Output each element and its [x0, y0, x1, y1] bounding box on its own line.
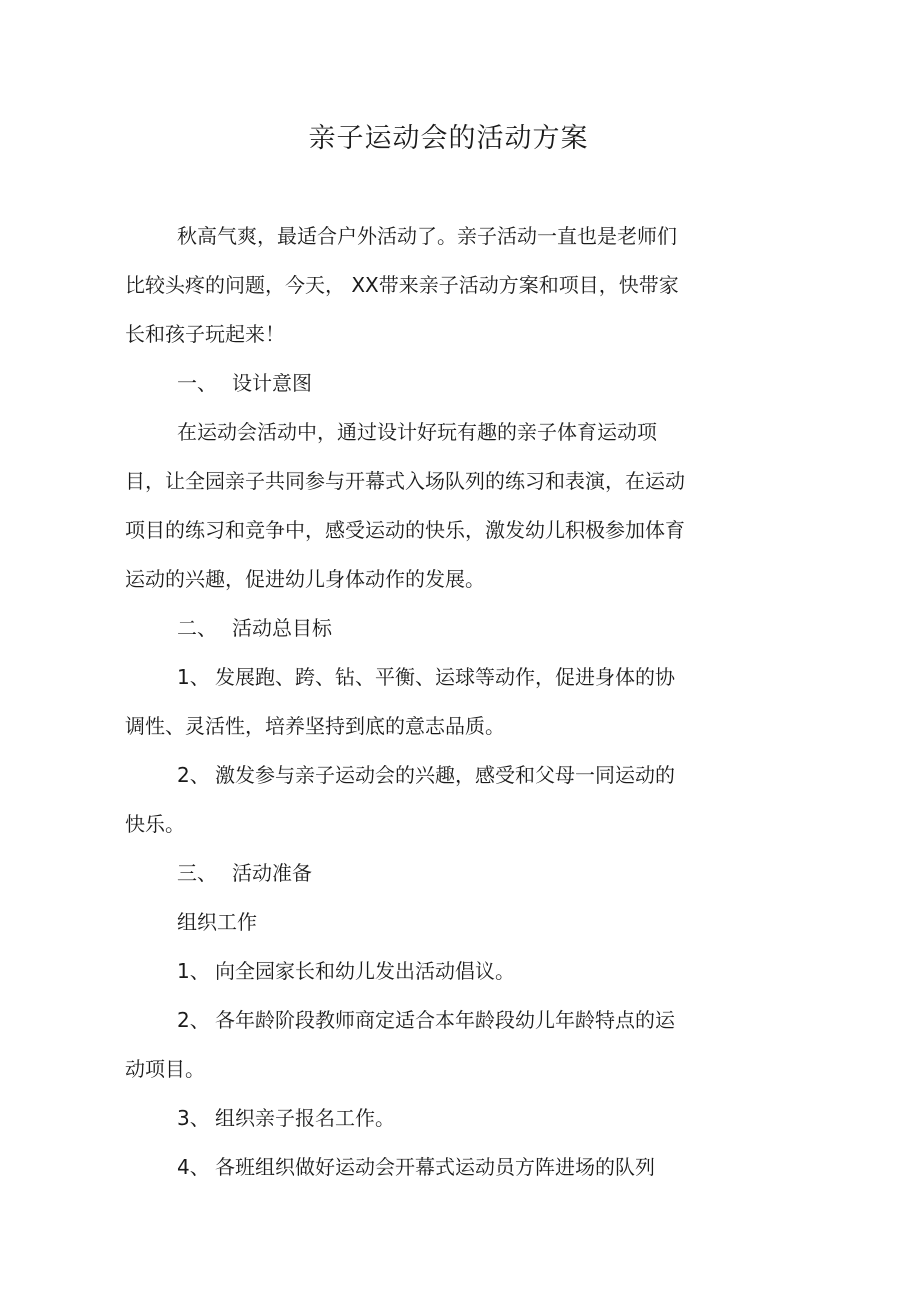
list-item: [125, 653, 690, 751]
section-marker: 一、: [177, 371, 217, 395]
section-title: 活动准备: [232, 861, 312, 885]
list-item: [125, 947, 690, 996]
list-item: [125, 1143, 690, 1192]
section-heading-1: [125, 359, 690, 408]
section-heading-2: [125, 604, 690, 653]
intro-paragraph: 秋高气爽，最适合户外活动了。亲子活动一直也是老师们比较头疼的问题，今天， XX带来亲子活动方案和项目，快带家长和孩子玩起来！: [125, 224, 679, 346]
item-text: 向全园家长和幼儿发出活动倡议。: [215, 959, 515, 983]
item-text: 激发参与亲子运动会的兴趣，感受和父母一同运动的快乐。: [125, 763, 675, 836]
list-item: [125, 751, 690, 849]
subheading: 组织工作: [177, 910, 257, 934]
document-body: [125, 212, 690, 1192]
item-text: 各年龄阶段教师商定适合本年龄段幼儿年龄特点的运动项目。: [125, 1008, 675, 1081]
section-marker: 二、: [177, 616, 217, 640]
item-text: 组织亲子报名工作。: [215, 1106, 395, 1130]
section-heading-3: [125, 849, 690, 898]
item-number: 4、: [177, 1155, 210, 1179]
list-item: [125, 996, 690, 1094]
item-number: 2、: [177, 763, 210, 787]
item-number: 3、: [177, 1106, 210, 1130]
document-title: 亲子运动会的活动方案: [308, 123, 589, 154]
section-marker: 三、: [177, 861, 217, 885]
section-paragraph: 在运动会活动中，通过设计好玩有趣的亲子体育运动项目，让全园亲子共同参与开幕式入场队列的练习和表演，在运动项目的练习和竞争中，感受运动的快乐，激发幼儿积极参加体育运动的兴趣，促进幼儿身体动作的发展。: [125, 420, 685, 591]
item-text: 各班组织做好运动会开幕式运动员方阵进场的队列: [215, 1155, 655, 1179]
item-number: 1、: [177, 665, 210, 689]
item-number: 2、: [177, 1008, 210, 1032]
item-number: 1、: [177, 959, 210, 983]
section-title: 活动总目标: [232, 616, 332, 640]
list-item: [125, 1094, 690, 1143]
section-title: 设计意图: [232, 371, 312, 395]
item-text: 发展跑、跨、钻、平衡、运球等动作，促进身体的协调性、灵活性，培养坚持到底的意志品质。: [125, 665, 675, 738]
